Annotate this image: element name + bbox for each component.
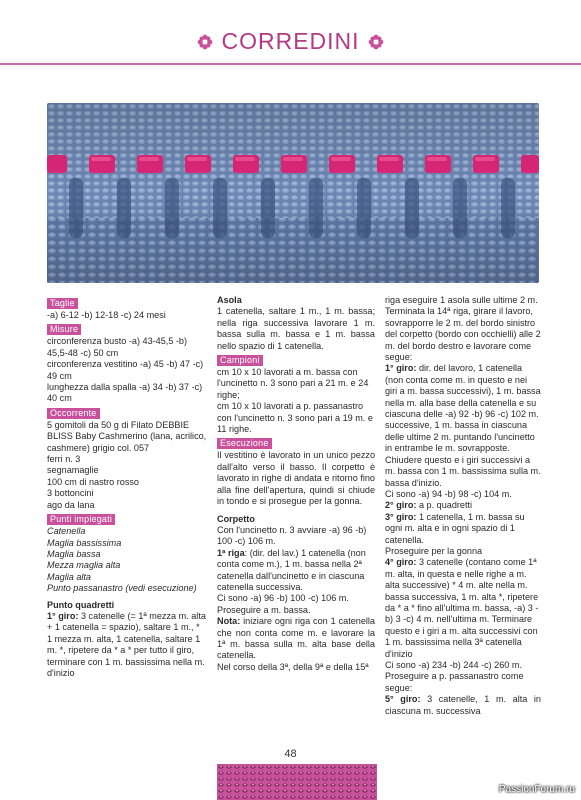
giro2-label: 2° giro: (385, 500, 417, 511)
esecuzione-text: Il vestitino è lavorato in un unico pezzo dall'alto verso il basso. Il corpetto è lavorato in righe di andata e ritorno fino alla fine dell'apertura, quindi si chiude in tondo e si prosegue per la gonna. (217, 450, 375, 507)
giro2-paragraph (385, 500, 541, 511)
subheading-punto-quadretti: Punto quadretti (47, 599, 115, 610)
punto-item: Catenella (47, 526, 86, 537)
passanastro-line: Proseguire a p. passanastro come segue: (385, 671, 524, 693)
giro2-text: a p. quadretti (416, 500, 473, 511)
giro4-label: 4° giro: (385, 557, 417, 568)
riga1-paragraph (217, 548, 375, 594)
nota-paragraph (217, 616, 375, 662)
section-heading-esecuzione: Esecuzione (217, 438, 272, 449)
crochet-fabric-image (47, 103, 539, 283)
page-title-row (197, 28, 383, 55)
corpetto-line: Con l'uncinetto n. 3 avviare -a) 96 -b) 100 -c) 106 m. (217, 524, 367, 547)
punto-item: Maglia bassissima (47, 537, 122, 548)
asola-text: 1 catenella, saltare 1 m., 1 m. bassa; nella riga successiva lavorare 1 m. bassa sulla m. bassa e 1 m. bassa nello spazio di 1 catenella. (217, 306, 375, 351)
quadretti-label: 1° giro: (47, 610, 79, 621)
subheading-asola: Asola (217, 295, 242, 305)
watermark: PassionForum.ru (498, 784, 575, 795)
crochet-photo (47, 103, 539, 283)
column-right (385, 295, 541, 717)
column-left (47, 295, 207, 679)
taglie-text: -a) 6-12 -b) 12-18 -c) 24 mesi (47, 310, 166, 320)
occorrente-line: ago da lana (47, 499, 95, 510)
quadretti-paragraph (47, 611, 207, 679)
riga1-text: : (dir. del lav.) 1 catenella (non conta come m.), 1 m. bassa nella 2ª catenella dall'uncinetto e in ciascuna catenella successiva. (217, 547, 366, 592)
occorrente-line: 3 bottoncini (47, 488, 94, 499)
giro3-text: 1 catenella, 1 m. bassa su ogni m. alta e in ogni spazio di 1 catenella. (385, 511, 525, 545)
campioni-line: cm 10 x 10 lavorati a m. bassa con l'uncinetto n. 3 sono pari a 21 m. e 24 righe; (217, 367, 369, 400)
section-heading-misure: Misure (47, 324, 81, 335)
corpetto-line: Ci sono -a) 96 -b) 100 -c) 106 m. (217, 593, 349, 604)
giro3-label: 3° giro: (385, 511, 417, 522)
column-middle (217, 295, 375, 673)
title-divider (0, 63, 581, 65)
intro-text: riga eseguire 1 asola sulle ultime 2 m. Terminata la 14ª riga, girare il lavoro, sovrapporre le 2 m. del bordo sinistro del corpetto (bordo con occhielli) alle 2 m. del bordo destro e lavorare come segue: (385, 295, 541, 363)
misure-line: circonferenza vestitino -a) 45 -b) 47 -c) 49 cm (47, 359, 204, 381)
occorrente-line: 5 gomitoli da 50 g di Filato DEBBIE BLISS Baby Cashmerino (lana, acrilico, cashmere) grigio col. 057 (47, 419, 207, 453)
giro4-paragraph (385, 557, 541, 660)
misure-line: circonferenza busto -a) 43-45,5 -b) 45,5-48 -c) 50 cm (47, 336, 188, 358)
footer-stitch-strip (217, 764, 377, 800)
quadretti-text: 3 catenelle (= 1ª mezza m. alta + 1 catenella = spazio), saltare 1 m., * 1 mezza m. alta, 1 catenella, saltare 1 m. *, ripetere da * a * per tutto il giro, terminare con 1 m. bassissima nella m. d'inizio (47, 610, 206, 678)
count-line: Ci sono -a) 234 -b) 244 -c) 260 m. (385, 660, 522, 670)
giro1-text: dir. del lavoro, 1 catenella (non conta come m. in questo e nei giri a m. bassa successivi), 1 m. bassa nella m. alla base della catenella e su ciascuna delle -a) 92 -b) 96 -c) 102 m. successive, 1 m. bassa in ciascuna delle ultime 2 m. puntando l'uncinetto in entrambe le m. sovrapposte. Chiudere questo e i giri successivi a m. bassa con 1 m. bassissima sulla m. bassa d'inizio. (385, 363, 541, 488)
giro1-label: 1° giro: (385, 363, 417, 374)
page-title: CORREDINI (221, 28, 360, 54)
count-line: Ci sono -a) 94 -b) 98 -c) 104 m. (385, 488, 512, 499)
flower-icon (197, 34, 213, 50)
subheading-corpetto: Corpetto (217, 513, 255, 524)
giro3-paragraph (385, 512, 541, 546)
punto-item: Maglia bassa (47, 548, 101, 559)
occorrente-line: 100 cm di nastro rosso (47, 476, 139, 487)
nota-text: iniziare ogni riga con 1 catenella che non conta come m. e lavorare la 1ª m. bassa sulla m. alta base della catenella. (217, 616, 375, 661)
punto-item: Maglia alta (47, 571, 91, 582)
occorrente-line: ferri n. 3 (47, 454, 81, 465)
section-heading-punti: Punti impiegati (47, 514, 115, 525)
page-header (0, 28, 581, 62)
riga1-label: 1ª riga (217, 547, 245, 558)
section-heading-taglie: Taglie (47, 298, 78, 309)
misure-line: lunghezza dalla spalla -a) 34 -b) 37 -c) 40 cm (47, 382, 203, 404)
corpetto-line: Proseguire a m. bassa. (217, 604, 311, 615)
campioni-line: cm 10 x 10 lavorati a p. passanastro con l'uncinetto n. 3 sono pari a 19 m. e 11 righe. (217, 401, 373, 435)
giro4-text: 3 catenelle (contano come 1ª m. alta, in questa e nelle righe a m. alta successive) * 4 m. alte nella m. bassa successiva, 1 m. alta *, ripetere da * a * fino all'ultima m. bassa, -a) 3 -b) 3 -c) 4 m. nell'ultima m. Terminare questo e i giri a m. alta successivi con 1 m. bassissima nella 3ª catenella d'inizio (385, 557, 539, 659)
punto-item: Mezza maglia alta (47, 560, 121, 571)
corpetto-line: Nel corso della 3ª, della 9ª e della 15ª (217, 661, 369, 672)
section-heading-campioni: Campioni (217, 355, 263, 366)
section-heading-occorrente: Occorrente (47, 408, 100, 419)
giro5-label: 5° giro: (385, 694, 421, 705)
nota-label: Nota: (217, 616, 241, 627)
giro5-text: 3 catenelle, 1 m. alta in ciascuna m. successiva (385, 694, 541, 716)
giro5-paragraph (385, 694, 541, 717)
page-number: 48 (284, 748, 297, 760)
gonna-line: Proseguire per la gonna (385, 545, 483, 556)
stitch-pattern-image (217, 764, 377, 800)
flower-icon (368, 34, 384, 50)
giro1-paragraph (385, 363, 541, 488)
occorrente-line: segnamaglie (47, 465, 99, 476)
punto-item: Punto passanastro (vedi esecuzione) (47, 583, 197, 594)
